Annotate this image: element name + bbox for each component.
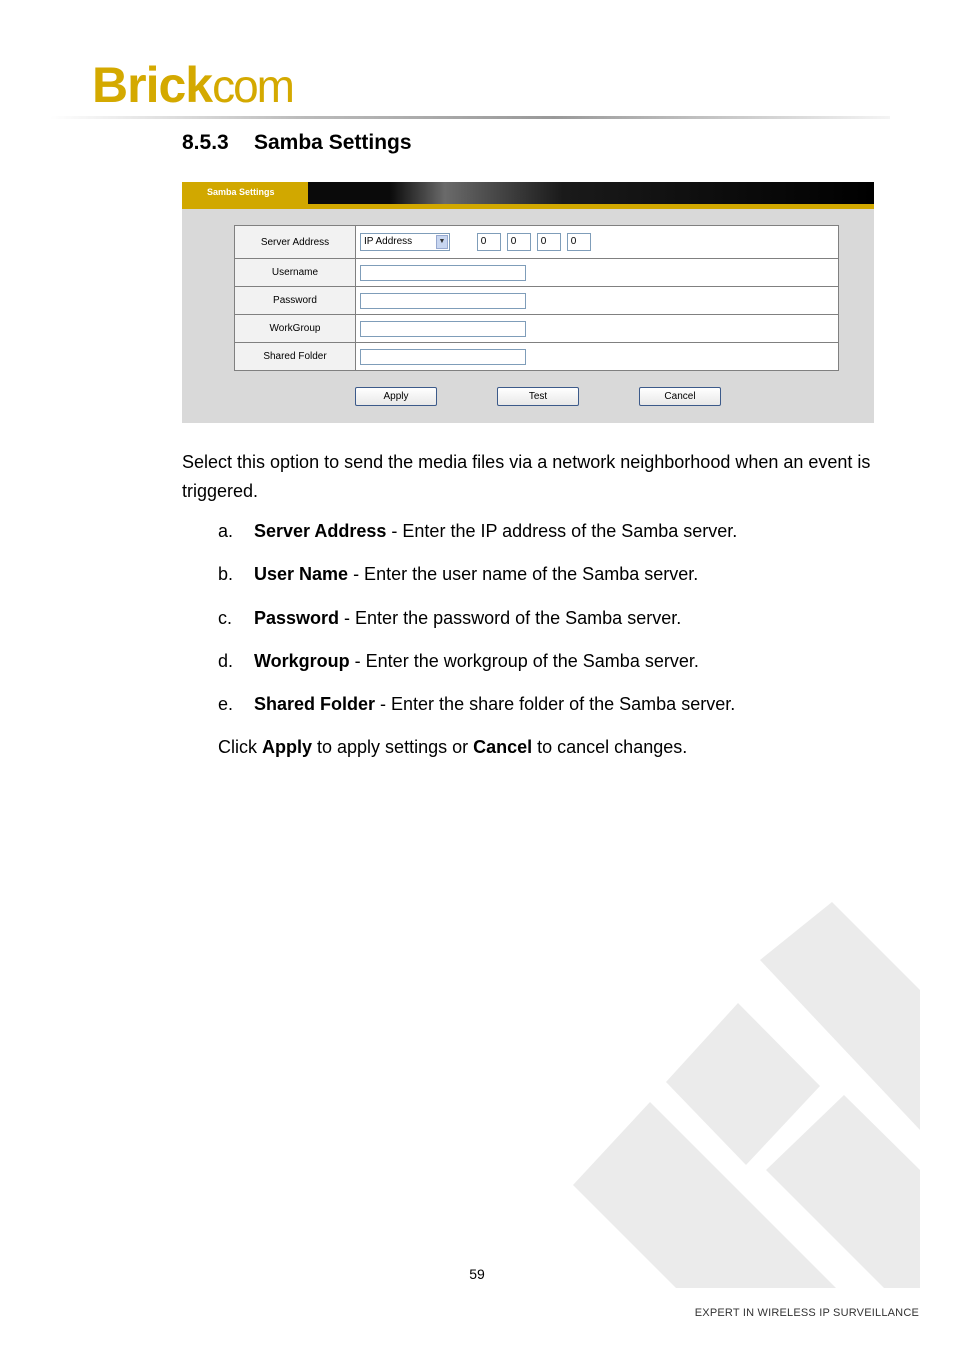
row-server-address	[235, 226, 839, 259]
ip-octet-3-input[interactable]: 0	[537, 233, 561, 251]
list-desc: - Enter the password of the Samba server.	[339, 608, 682, 628]
section-number: 8.5.3	[182, 131, 229, 154]
click-apply-term: Apply	[262, 737, 313, 757]
server-address-type-select[interactable]	[360, 233, 450, 251]
section-heading	[182, 131, 412, 155]
decorative-watermark	[570, 900, 920, 1290]
section-title: Samba Settings	[254, 131, 412, 154]
ip-octet-1-input[interactable]: 0	[477, 233, 501, 251]
cancel-button[interactable]: Cancel	[639, 387, 721, 406]
row-workgroup	[235, 315, 839, 343]
intro-paragraph: Select this option to send the media files via a network neighborhood when an event is triggered.	[182, 452, 871, 501]
list-marker: b.	[218, 564, 234, 584]
list-term: Workgroup	[254, 651, 350, 671]
list-desc: - Enter the workgroup of the Samba server.	[349, 651, 699, 671]
shared-folder-label: Shared Folder	[235, 343, 356, 371]
select-value: IP Address	[364, 236, 413, 247]
list-marker: a.	[218, 521, 234, 541]
password-label: Password	[235, 287, 356, 315]
ip-address-fields	[477, 233, 597, 251]
logo-bold-text: Brick	[92, 57, 213, 113]
apply-button[interactable]: Apply	[355, 387, 437, 406]
shared-folder-input[interactable]	[360, 349, 526, 365]
click-post: to cancel changes.	[532, 737, 688, 757]
server-address-label: Server Address	[235, 226, 356, 259]
footer-tagline: EXPERT IN WIRELESS IP SURVEILLANCE	[694, 1307, 919, 1319]
list-marker: e.	[218, 694, 234, 714]
list-item	[218, 521, 737, 542]
brickcom-logo	[92, 57, 293, 113]
click-cancel-term: Cancel	[473, 737, 533, 757]
test-button[interactable]: Test	[497, 387, 579, 406]
list-item	[218, 651, 699, 672]
username-label: Username	[235, 259, 356, 287]
list-term: Shared Folder	[254, 694, 376, 714]
samba-form-table	[234, 225, 839, 371]
panel-tab: Samba Settings	[182, 182, 308, 204]
click-mid: to apply settings or	[312, 737, 474, 757]
header-divider	[50, 116, 890, 119]
list-desc: - Enter the user name of the Samba server.	[348, 564, 699, 584]
panel-accent-line	[182, 204, 874, 209]
list-item	[218, 694, 735, 715]
logo-light-text: com	[212, 60, 293, 112]
list-term: Server Address	[254, 521, 387, 541]
ip-octet-4-input[interactable]: 0	[567, 233, 591, 251]
chevron-down-icon[interactable]: ▼	[436, 235, 448, 249]
samba-settings-screenshot	[182, 182, 874, 423]
list-term: Password	[254, 608, 340, 628]
list-desc: - Enter the IP address of the Samba server.	[386, 521, 738, 541]
list-item	[218, 608, 681, 629]
list-desc: - Enter the share folder of the Samba server.	[375, 694, 736, 714]
page-number: 59	[469, 1266, 485, 1282]
list-item	[218, 564, 698, 585]
row-password	[235, 287, 839, 315]
ip-octet-2-input[interactable]: 0	[507, 233, 531, 251]
username-input[interactable]	[360, 265, 526, 281]
workgroup-input[interactable]	[360, 321, 526, 337]
list-term: User Name	[254, 564, 349, 584]
list-marker: c.	[218, 608, 233, 628]
workgroup-label: WorkGroup	[235, 315, 356, 343]
list-marker: d.	[218, 651, 234, 671]
click-instruction	[218, 737, 687, 758]
row-shared-folder	[235, 343, 839, 371]
password-input[interactable]	[360, 293, 526, 309]
row-username	[235, 259, 839, 287]
click-pre: Click	[218, 737, 262, 757]
